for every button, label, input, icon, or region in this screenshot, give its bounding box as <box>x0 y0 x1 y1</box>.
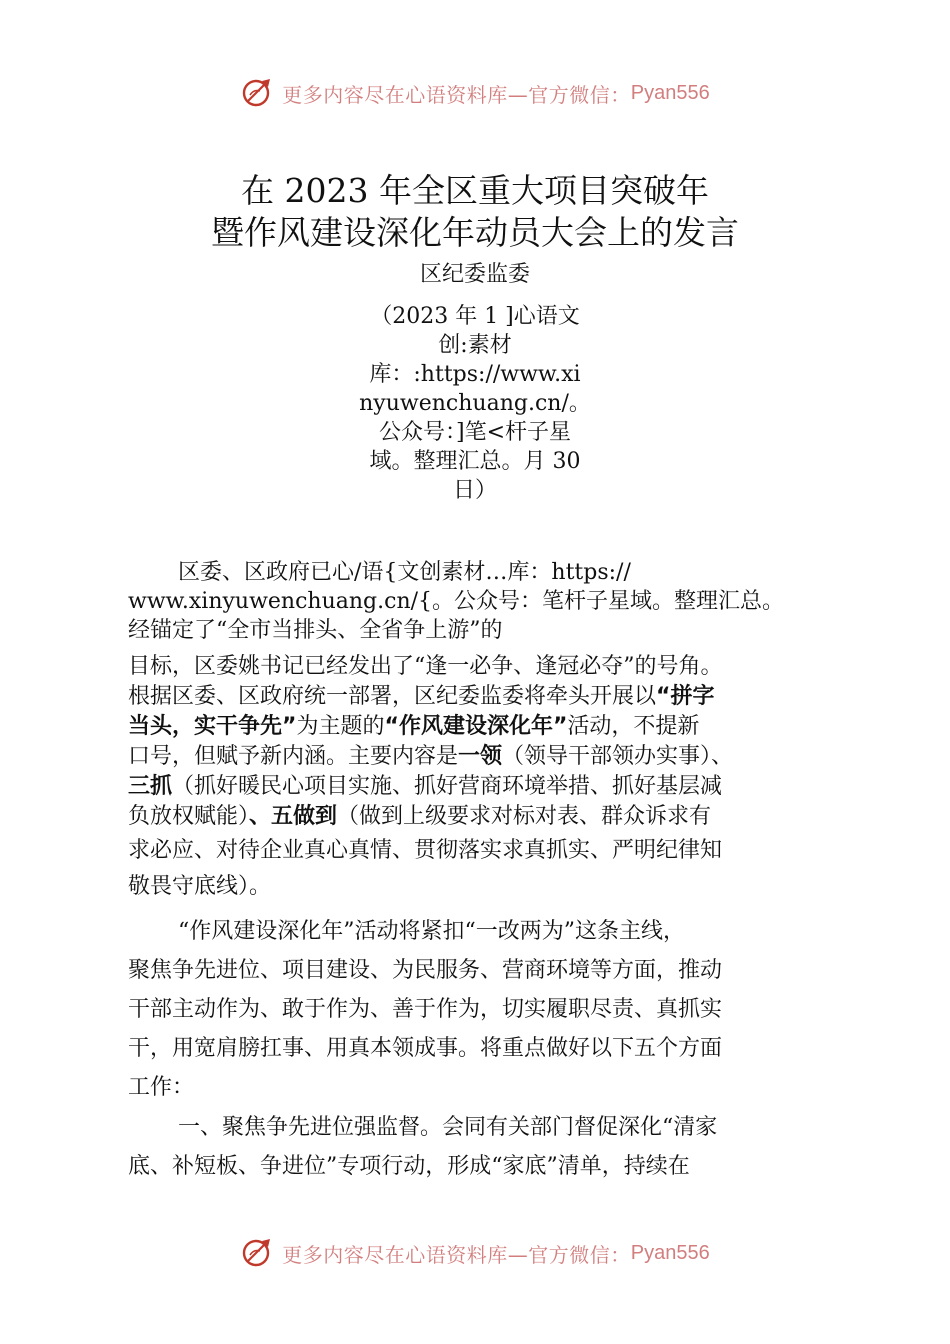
text-line <box>128 742 828 772</box>
header-banner <box>0 73 950 113</box>
date-line: 日） <box>452 478 497 503</box>
text-run: （领导干部领办实事）、 <box>502 744 734 769</box>
bold-text-run: 三抓 <box>128 774 173 799</box>
pen-logo-icon <box>240 1235 276 1271</box>
banner-text: 更多内容尽在心语资料库—官方微信： <box>282 82 631 107</box>
text-line: www.xinyuwenchuang.cn/{。公众号：笔杆子星域。整理汇总。 <box>128 589 785 614</box>
text-line: “作风建设深化年”活动将紧扣“一改两为”这条主线， <box>178 919 685 944</box>
pen-logo-icon <box>240 75 276 111</box>
paragraph-4 <box>128 1108 828 1186</box>
text-line <box>128 712 828 742</box>
text-run: （抓好暖民心项目实施、抓好营商环境举措、抓好基层减 <box>172 774 723 799</box>
text-line: 一、聚焦争先进位强监督。会同有关部门督促深化“清家 <box>178 1115 718 1140</box>
date-line: nyuwenchuang.cn/。 <box>359 391 591 416</box>
banner-wechat-id: Pyan556 <box>630 1241 710 1264</box>
banner-wechat-id: Pyan556 <box>630 81 710 104</box>
text-run: 根据区委、区政府统一部署，区纪委监委将牵头开展以 <box>128 684 657 709</box>
text-line: 干，用宽肩膀扛事、用真本领成事。将重点做好以下五个方面 <box>128 1036 723 1061</box>
text-line <box>128 682 828 712</box>
banner-text: 更多内容尽在心语资料库—官方微信： <box>282 1242 631 1267</box>
text-run: （做到上级要求对标对表、群众诉求有 <box>337 804 712 829</box>
text-run: 口号，但赋予新内涵。主要内容是 <box>128 744 459 769</box>
date-line: 创:素材 <box>438 333 512 358</box>
title-line-2: 暨作风建设深化年动员大会上的发言 <box>211 213 739 252</box>
bold-text-run: “拼字 <box>656 684 715 709</box>
bold-text-run: 当头，实干争先” <box>128 714 297 739</box>
paragraph-1 <box>128 558 828 645</box>
bold-text-run: 、五做到 <box>249 804 338 829</box>
text-run: 为主题的 <box>296 714 385 739</box>
footer-banner <box>0 1233 950 1273</box>
paragraph-2-continued <box>128 833 828 905</box>
text-line <box>128 772 828 802</box>
date-line: 库：:https://www.xi <box>369 362 581 387</box>
paragraph-3 <box>128 912 828 1107</box>
date-line: 域。整理汇总。月 30 <box>369 449 581 474</box>
text-run: 活动，不提新 <box>567 714 700 739</box>
text-line: 经锚定了“全市当排头、全省争上游”的 <box>128 618 503 643</box>
text-line: 干部主动作为、敢于作为、善于作为，切实履职尽责、真抓实 <box>128 997 723 1022</box>
text-line: 敬畏守底线）。 <box>128 874 272 899</box>
text-line: 求必应、对待企业真心真情、贯彻落实求真抓实、严明纪律知 <box>128 838 723 863</box>
bold-text-run: 一领 <box>458 744 503 769</box>
author: 区纪委监委 <box>419 262 530 287</box>
text-line <box>128 802 828 832</box>
text-line: 聚焦争先进位、项目建设、为民服务、营商环境等方面，推动 <box>128 958 723 983</box>
date-block <box>345 302 605 505</box>
text-line: 区委、区政府已心/语{文创素材…库：https:// <box>178 560 631 585</box>
text-line: 底、补短板、争进位”专项行动，形成“家底”清单，持续在 <box>128 1154 690 1179</box>
text-line: 目标，区委姚书记已经发出了“逢一必争、逢冠必夺”的号角。 <box>128 654 723 679</box>
paragraph-2 <box>128 652 828 832</box>
title-line-1: 在 2023 年全区重大项目突破年 <box>241 171 709 210</box>
date-line: （2023 年 1 ]心语文 <box>370 304 580 329</box>
text-run: 负放权赋能） <box>128 804 250 829</box>
date-line: 公众号：]笔<杆子星 <box>378 420 572 445</box>
bold-text-run: “作风建设深化年” <box>384 714 568 739</box>
text-line: 工作： <box>128 1075 195 1100</box>
